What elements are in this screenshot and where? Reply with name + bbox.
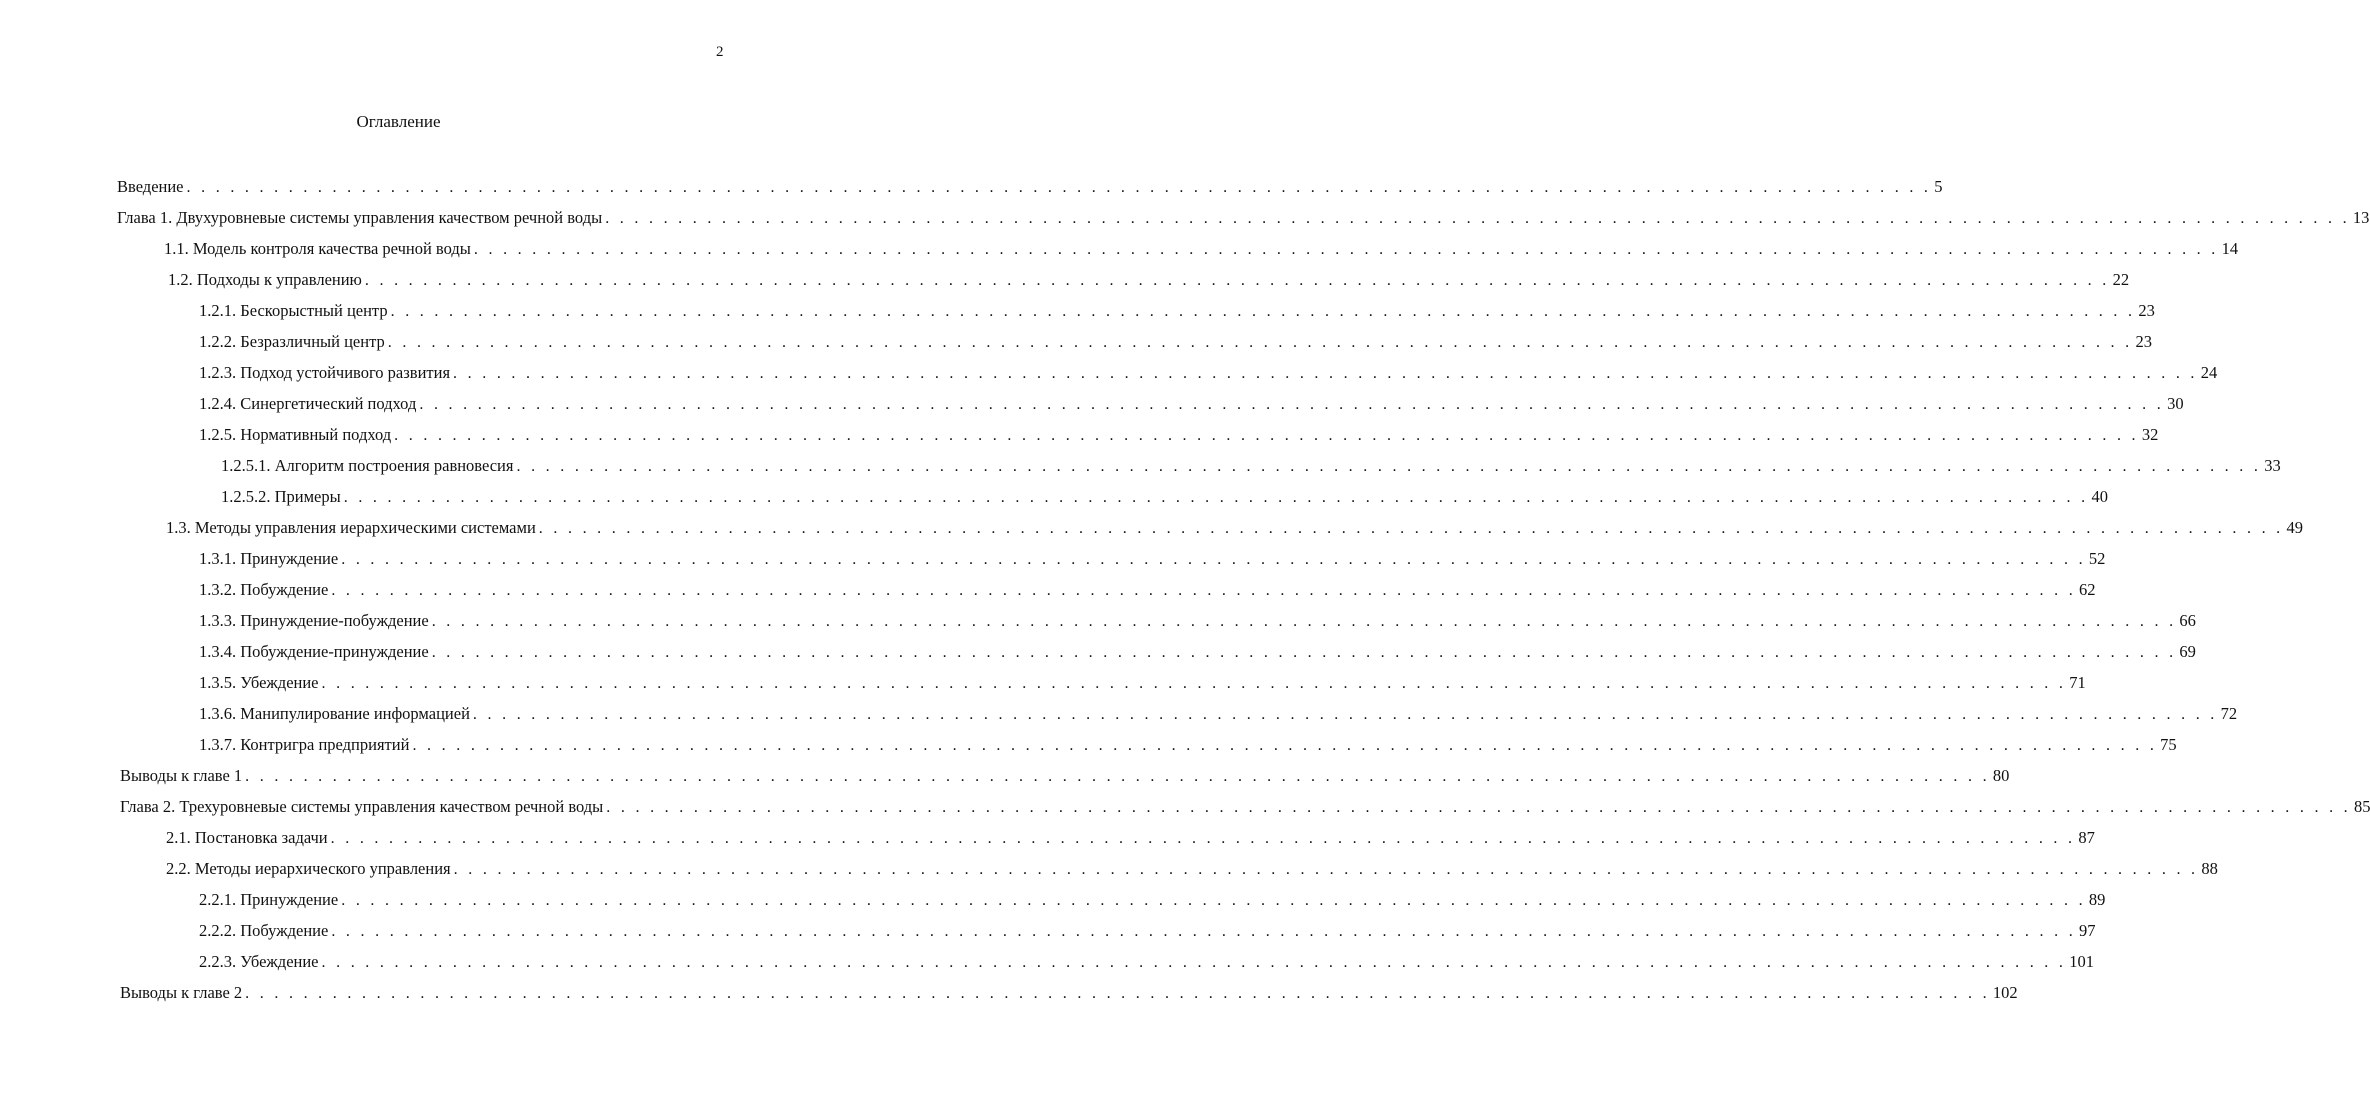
toc-entry[interactable] [199, 298, 2155, 324]
toc-entry[interactable] [164, 236, 2239, 262]
toc-entry-label: 2.2.3. Убеждение [199, 952, 319, 971]
toc-entry[interactable] [199, 329, 2152, 355]
toc-dot-leader: . . . . . . . . . . . . . . . . . . . . . . . . . . . . . . . . . . . . . . . . . . . . . . . . . . . . . . . . . . . . . . . . . . . . . . . . . . . . . . . . . . . . . . . . . . . . . . . . . . . . . . . . . . . . . . . . . . . . . . . . [321, 675, 2067, 692]
toc-entry[interactable] [199, 422, 2159, 448]
toc-entry-page: 24 [2200, 363, 2218, 382]
toc-entry-label: Глава 1. Двухуровневые системы управления качеством речной воды [117, 208, 603, 227]
toc-dot-leader: . . . . . . . . . . . . . . . . . . . . . . . . . . . . . . . . . . . . . . . . . . . . . . . . . . . . . . . . . . . . . . . . . . . . . . . . . . . . . . . . . . . . . . . . . . . . . . . . . . . . . . . . . . . . . . . . . . . . . . . . [472, 706, 2218, 723]
toc-entry-page: 30 [2167, 394, 2184, 413]
toc-entry-label: 1.2.2. Безразличный центр [199, 332, 385, 351]
toc-dot-leader: . . . . . . . . . . . . . . . . . . . . . . . . . . . . . . . . . . . . . . . . . . . . . . . . . . . . . . . . . . . . . . . . . . . . . . . . . . . . . . . . . . . . . . . . . . . . . . . . . . . . . . . . . . . . . . . . . . . . . . . . [538, 520, 2284, 537]
toc-dot-leader: . . . . . . . . . . . . . . . . . . . . . . . . . . . . . . . . . . . . . . . . . . . . . . . . . . . . . . . . . . . . . . . . . . . . . . . . . . . . . . . . . . . . . . . . . . . . . . . . . . . . . . . . . . . . . . . . . . . . . . . . [412, 737, 2158, 754]
toc-entry-label: 1.3.3. Принуждение-побуждение [199, 611, 429, 630]
toc-dot-leader: . . . . . . . . . . . . . . . . . . . . . . . . . . . . . . . . . . . . . . . . . . . . . . . . . . . . . . . . . . . . . . . . . . . . . . . . . . . . . . . . . . . . . . . . . . . . . . . . . . . . . . . . . . . . . . . . . . . . . . . . [330, 830, 2076, 847]
toc-entry[interactable] [120, 794, 2370, 820]
toc-entry-page: 85 [2353, 797, 2370, 816]
toc-entry[interactable] [166, 825, 2095, 851]
toc-entry-label: Введение [117, 177, 184, 196]
toc-entry-page: 49 [2286, 518, 2303, 537]
toc-entry-page: 52 [2088, 549, 2106, 568]
toc-dot-leader: . . . . . . . . . . . . . . . . . . . . . . . . . . . . . . . . . . . . . . . . . . . . . . . . . . . . . . . . . . . . . . . . . . . . . . . . . . . . . . . . . . . . . . . . . . . . . . . . . . . . . . . . . . . . . . . . . . . . . . . . [186, 179, 1932, 196]
toc-entry[interactable] [199, 732, 2177, 758]
toc-dot-leader: . . . . . . . . . . . . . . . . . . . . . . . . . . . . . . . . . . . . . . . . . . . . . . . . . . . . . . . . . . . . . . . . . . . . . . . . . . . . . . . . . . . . . . . . . . . . . . . . . . . . . . . . . . . . . . . . . . . . . . . . [341, 892, 2086, 909]
toc-entry-label: 1.2.5.2. Примеры [221, 487, 341, 506]
toc-entry-label: 2.2. Методы иерархического управления [166, 859, 451, 878]
toc-entry-label: 1.2.3. Подход устойчивого развития [199, 363, 451, 382]
toc-entry[interactable] [199, 391, 2184, 417]
toc-entry-page: 71 [2069, 673, 2086, 692]
toc-dot-leader: . . . . . . . . . . . . . . . . . . . . . . . . . . . . . . . . . . . . . . . . . . . . . . . . . . . . . . . . . . . . . . . . . . . . . . . . . . . . . . . . . . . . . . . . . . . . . . . . . . . . . . . . . . . . . . . . . . . . . . . . [390, 303, 2136, 320]
toc-entry[interactable] [120, 980, 2018, 1006]
toc-entry[interactable] [199, 577, 2096, 603]
toc-dot-leader: . . . . . . . . . . . . . . . . . . . . . . . . . . . . . . . . . . . . . . . . . . . . . . . . . . . . . . . . . . . . . . . . . . . . . . . . . . . . . . . . . . . . . . . . . . . . . . . . . . . . . . . . . . . . . . . . . . . . . . . . [394, 427, 2139, 444]
toc-entry-label: Выводы к главе 2 [120, 983, 243, 1002]
toc-dot-leader: . . . . . . . . . . . . . . . . . . . . . . . . . . . . . . . . . . . . . . . . . . . . . . . . . . . . . . . . . . . . . . . . . . . . . . . . . . . . . . . . . . . . . . . . . . . . . . . . . . . . . . . . . . . . . . . . . . . . . . . . [331, 923, 2077, 940]
toc-entry-page: 62 [2079, 580, 2096, 599]
toc-entry-label: 1.1. Модель контроля качества речной воды [164, 239, 471, 258]
toc-entry-label: 1.2.5.1. Алгоритм построения равновесия [221, 456, 514, 475]
toc-dot-leader: . . . . . . . . . . . . . . . . . . . . . . . . . . . . . . . . . . . . . . . . . . . . . . . . . . . . . . . . . . . . . . . . . . . . . . . . . . . . . . . . . . . . . . . . . . . . . . . . . . . . . . . . . . . . . . . . . . . . . . . . [245, 985, 1990, 1002]
toc-entry-page: 69 [2179, 642, 2196, 661]
toc-entry[interactable] [221, 453, 2281, 479]
toc-entry[interactable] [199, 670, 2086, 696]
toc-entry-page: 40 [2091, 487, 2108, 506]
toc-entry-label: 1.3.2. Побуждение [199, 580, 329, 599]
toc-entry-page: 80 [1992, 766, 2010, 785]
toc-entry[interactable] [199, 701, 2238, 727]
toc-entry[interactable] [199, 639, 2196, 665]
toc-dot-leader: . . . . . . . . . . . . . . . . . . . . . . . . . . . . . . . . . . . . . . . . . . . . . . . . . . . . . . . . . . . . . . . . . . . . . . . . . . . . . . . . . . . . . . . . . . . . . . . . . . . . . . . . . . . . . . . . . . . . . . . . [453, 365, 2198, 382]
toc-dot-leader: . . . . . . . . . . . . . . . . . . . . . . . . . . . . . . . . . . . . . . . . . . . . . . . . . . . . . . . . . . . . . . . . . . . . . . . . . . . . . . . . . . . . . . . . . . . . . . . . . . . . . . . . . . . . . . . . . . . . . . . . [245, 768, 1990, 785]
toc-entry-label: 1.3.4. Побуждение-принуждение [199, 642, 429, 661]
toc-entry-page: 72 [2220, 704, 2238, 723]
toc-entry[interactable] [199, 949, 2094, 975]
toc-dot-leader: . . . . . . . . . . . . . . . . . . . . . . . . . . . . . . . . . . . . . . . . . . . . . . . . . . . . . . . . . . . . . . . . . . . . . . . . . . . . . . . . . . . . . . . . . . . . . . . . . . . . . . . . . . . . . . . . . . . . . . . . [606, 799, 2351, 816]
toc-entry[interactable] [199, 887, 2106, 913]
toc-entry-label: Выводы к главе 1 [120, 766, 243, 785]
toc-entry-page: 87 [2078, 828, 2095, 847]
toc-dot-leader: . . . . . . . . . . . . . . . . . . . . . . . . . . . . . . . . . . . . . . . . . . . . . . . . . . . . . . . . . . . . . . . . . . . . . . . . . . . . . . . . . . . . . . . . . . . . . . . . . . . . . . . . . . . . . . . . . . . . . . . . [431, 644, 2177, 661]
toc-dot-leader: . . . . . . . . . . . . . . . . . . . . . . . . . . . . . . . . . . . . . . . . . . . . . . . . . . . . . . . . . . . . . . . . . . . . . . . . . . . . . . . . . . . . . . . . . . . . . . . . . . . . . . . . . . . . . . . . . . . . . . . . [473, 241, 2219, 258]
toc-entry-label: 1.2. Подходы к управлению [168, 270, 362, 289]
toc-entry[interactable] [221, 484, 2108, 510]
toc-dot-leader: . . . . . . . . . . . . . . . . . . . . . . . . . . . . . . . . . . . . . . . . . . . . . . . . . . . . . . . . . . . . . . . . . . . . . . . . . . . . . . . . . . . . . . . . . . . . . . . . . . . . . . . . . . . . . . . . . . . . . . . . [419, 396, 2165, 413]
toc-entry-page: 101 [2069, 952, 2094, 971]
toc-entry-page: 66 [2179, 611, 2196, 630]
toc-entry[interactable] [117, 174, 1943, 200]
toc-dot-leader: . . . . . . . . . . . . . . . . . . . . . . . . . . . . . . . . . . . . . . . . . . . . . . . . . . . . . . . . . . . . . . . . . . . . . . . . . . . . . . . . . . . . . . . . . . . . . . . . . . . . . . . . . . . . . . . . . . . . . . . . [431, 613, 2177, 630]
toc-entry-page: 33 [2264, 456, 2281, 475]
toc-entry-label: 2.1. Постановка задачи [166, 828, 328, 847]
toc-entry[interactable] [117, 205, 2370, 231]
toc-entry-label: 1.2.5. Нормативный подход [199, 425, 392, 444]
toc-entry-page: 13 [2352, 208, 2370, 227]
toc-entry-page: 23 [2138, 301, 2155, 320]
toc-entry-label: 1.3.1. Принуждение [199, 549, 339, 568]
toc-entry-page: 88 [2201, 859, 2218, 878]
toc-entry-label: 2.2.1. Принуждение [199, 890, 339, 909]
toc-dot-leader: . . . . . . . . . . . . . . . . . . . . . . . . . . . . . . . . . . . . . . . . . . . . . . . . . . . . . . . . . . . . . . . . . . . . . . . . . . . . . . . . . . . . . . . . . . . . . . . . . . . . . . . . . . . . . . . . . . . . . . . . [387, 334, 2133, 351]
toc-entry-label: 1.2.4. Синергетический подход [199, 394, 417, 413]
toc-entry[interactable] [199, 918, 2096, 944]
toc-entry-page: 89 [2088, 890, 2106, 909]
toc-dot-leader: . . . . . . . . . . . . . . . . . . . . . . . . . . . . . . . . . . . . . . . . . . . . . . . . . . . . . . . . . . . . . . . . . . . . . . . . . . . . . . . . . . . . . . . . . . . . . . . . . . . . . . . . . . . . . . . . . . . . . . . . [341, 551, 2086, 568]
toc-entry-label: 2.2.2. Побуждение [199, 921, 329, 940]
toc-dot-leader: . . . . . . . . . . . . . . . . . . . . . . . . . . . . . . . . . . . . . . . . . . . . . . . . . . . . . . . . . . . . . . . . . . . . . . . . . . . . . . . . . . . . . . . . . . . . . . . . . . . . . . . . . . . . . . . . . . . . . . . . [364, 272, 2110, 289]
toc-dot-leader: . . . . . . . . . . . . . . . . . . . . . . . . . . . . . . . . . . . . . . . . . . . . . . . . . . . . . . . . . . . . . . . . . . . . . . . . . . . . . . . . . . . . . . . . . . . . . . . . . . . . . . . . . . . . . . . . . . . . . . . . [343, 489, 2089, 506]
toc-entry[interactable] [168, 267, 2130, 293]
toc-dot-leader: . . . . . . . . . . . . . . . . . . . . . . . . . . . . . . . . . . . . . . . . . . . . . . . . . . . . . . . . . . . . . . . . . . . . . . . . . . . . . . . . . . . . . . . . . . . . . . . . . . . . . . . . . . . . . . . . . . . . . . . . [331, 582, 2077, 599]
toc-dot-leader: . . . . . . . . . . . . . . . . . . . . . . . . . . . . . . . . . . . . . . . . . . . . . . . . . . . . . . . . . . . . . . . . . . . . . . . . . . . . . . . . . . . . . . . . . . . . . . . . . . . . . . . . . . . . . . . . . . . . . . . . [321, 954, 2067, 971]
toc-entry-page: 32 [2141, 425, 2159, 444]
toc-entry[interactable] [120, 763, 2010, 789]
toc-dot-leader: . . . . . . . . . . . . . . . . . . . . . . . . . . . . . . . . . . . . . . . . . . . . . . . . . . . . . . . . . . . . . . . . . . . . . . . . . . . . . . . . . . . . . . . . . . . . . . . . . . . . . . . . . . . . . . . . . . . . . . . . [605, 210, 2350, 227]
toc-entry[interactable] [199, 360, 2218, 386]
toc-entry-page: 22 [2112, 270, 2130, 289]
toc-entry-page: 97 [2079, 921, 2096, 940]
toc-entry-label: 1.3.6. Манипулирование информацией [199, 704, 470, 723]
toc-entry-page: 102 [1992, 983, 2018, 1002]
toc-entry-page: 5 [1934, 177, 1943, 196]
toc-entry-label: 1.3.7. Контригра предприятий [199, 735, 410, 754]
toc-entry-page: 23 [2135, 332, 2152, 351]
toc-entry[interactable] [166, 515, 2303, 541]
toc-entry-page: 14 [2221, 239, 2239, 258]
toc-entry[interactable] [199, 546, 2106, 572]
toc-dot-leader: . . . . . . . . . . . . . . . . . . . . . . . . . . . . . . . . . . . . . . . . . . . . . . . . . . . . . . . . . . . . . . . . . . . . . . . . . . . . . . . . . . . . . . . . . . . . . . . . . . . . . . . . . . . . . . . . . . . . . . . . [516, 458, 2262, 475]
page-title: Оглавление [356, 112, 441, 131]
toc-entry[interactable] [166, 856, 2218, 882]
toc-entry-label: 1.3.5. Убеждение [199, 673, 319, 692]
toc-dot-leader: . . . . . . . . . . . . . . . . . . . . . . . . . . . . . . . . . . . . . . . . . . . . . . . . . . . . . . . . . . . . . . . . . . . . . . . . . . . . . . . . . . . . . . . . . . . . . . . . . . . . . . . . . . . . . . . . . . . . . . . . [453, 861, 2199, 878]
toc-entry-page: 75 [2160, 735, 2177, 754]
toc-entry-label: Глава 2. Трехуровневые системы управления качеством речной воды [120, 797, 604, 816]
toc-entry-label: 1.3. Методы управления иерархическими системами [166, 518, 536, 537]
toc-entry[interactable] [199, 608, 2196, 634]
toc-entry-label: 1.2.1. Бескорыстный центр [199, 301, 388, 320]
page-number: 2 [716, 44, 724, 60]
